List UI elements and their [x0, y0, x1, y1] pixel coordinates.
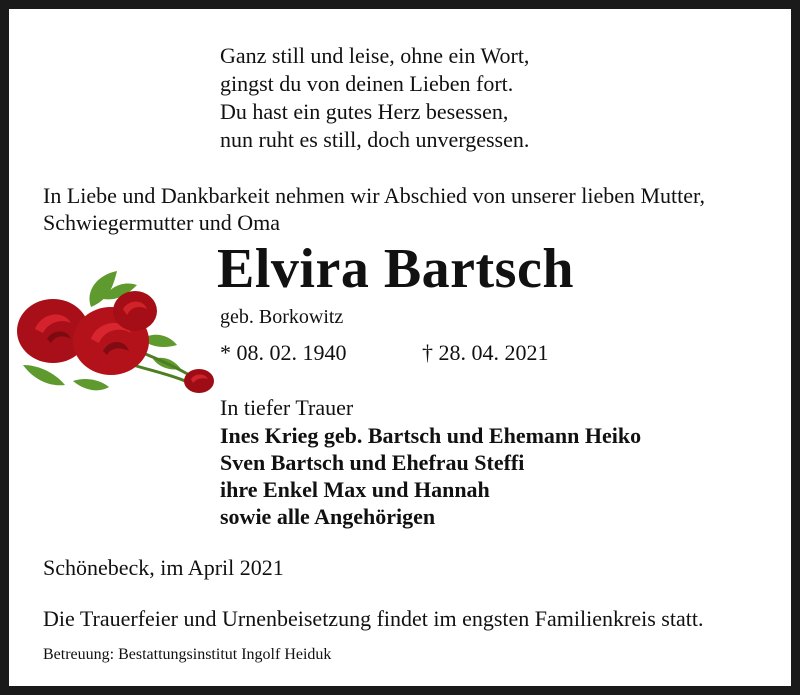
poem-line: Ganz still und leise, ohne ein Wort, — [220, 43, 530, 68]
funeral-home-credit: Betreuung: Bestattungsinstitut Ingolf Heiduk — [43, 646, 332, 663]
mourners-list — [220, 422, 641, 530]
ceremony-note: Die Trauerfeier und Urnenbeisetzung findet im engsten Familienkreis statt. — [43, 606, 704, 631]
mourner-line: ihre Enkel Max und Hannah — [220, 477, 490, 502]
poem-line: nun ruht es still, doch unvergessen. — [220, 127, 530, 152]
poem — [220, 42, 529, 154]
intro-line: In Liebe und Dankbarkeit nehmen wir Abschied von unserer lieben Mutter, — [43, 183, 705, 208]
mourner-line: sowie alle Angehörigen — [220, 504, 436, 529]
mourner-line: Ines Krieg geb. Bartsch und Ehemann Heiko — [220, 423, 642, 448]
birth-name: geb. Borkowitz — [220, 306, 344, 328]
deceased-name: Elvira Bartsch — [217, 238, 574, 300]
mourning-label: In tiefer Trauer — [220, 395, 354, 420]
death-date: † 28. 04. 2021 — [422, 340, 549, 365]
red-roses-icon — [13, 269, 218, 399]
intro-line: Schwiegermutter und Oma — [43, 210, 281, 235]
place-date: Schönebeck, im April 2021 — [43, 555, 284, 580]
birth-date: * 08. 02. 1940 — [220, 340, 347, 365]
poem-line: Du hast ein gutes Herz besessen, — [220, 99, 509, 124]
mourner-line: Sven Bartsch und Ehefrau Steffi — [220, 450, 525, 475]
poem-line: gingst du von deinen Lieben fort. — [220, 71, 514, 96]
intro-text — [43, 182, 705, 236]
